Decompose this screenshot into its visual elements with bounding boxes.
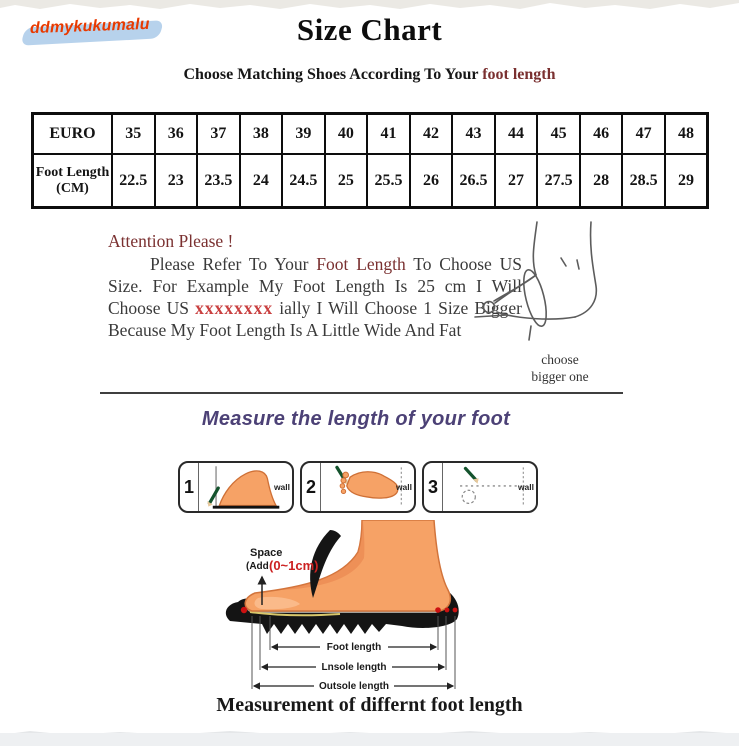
logo-text: ddmykukumalu xyxy=(29,15,151,38)
measure-steps xyxy=(178,461,538,513)
foot-length-cell: 26.5 xyxy=(452,154,495,208)
foot-length-cell: 23 xyxy=(155,154,198,208)
attention-block xyxy=(108,230,522,341)
step-1-number: 1 xyxy=(180,463,199,511)
euro-size-cell: 48 xyxy=(665,114,708,155)
attention-red-x: xxxxxxxx xyxy=(195,298,274,318)
foot-length-cell: 22.5 xyxy=(112,154,155,208)
page-subtitle xyxy=(0,66,739,84)
euro-size-cell: 39 xyxy=(282,114,325,155)
size-table xyxy=(31,112,709,209)
foot-length-cell: 28 xyxy=(580,154,623,208)
space-label: Space xyxy=(250,547,283,559)
foot-length-cell: 25 xyxy=(325,154,368,208)
step-2-number: 2 xyxy=(302,463,321,511)
outsole-length-label: Outsole length xyxy=(319,681,389,692)
toe-marker-dot xyxy=(241,607,247,613)
attention-highlight: Foot Length xyxy=(316,254,406,274)
insole-length-label: Lnsole length xyxy=(321,662,387,673)
foot-length-cell: 25.5 xyxy=(367,154,410,208)
measure-heading: Measure the length of your foot xyxy=(201,408,511,430)
torn-paper-edge-top xyxy=(0,0,739,10)
foot-length-cell: 23.5 xyxy=(197,154,240,208)
subtitle-prefix: Choose Matching Shoes According To Your xyxy=(183,66,483,83)
heel-marker-dot xyxy=(445,608,450,613)
euro-size-cell: 40 xyxy=(325,114,368,155)
euro-size-cell: 47 xyxy=(622,114,665,155)
step-3-number: 3 xyxy=(424,463,443,511)
choose-bigger-note xyxy=(500,351,620,385)
step-3-box xyxy=(422,461,538,513)
bottom-gray-band xyxy=(0,733,739,746)
foot-length-label: Foot length xyxy=(326,642,382,653)
space-range-label: (0~1cm) xyxy=(269,558,319,573)
foot-length-cell: 24.5 xyxy=(282,154,325,208)
attention-text: Please Refer To Your xyxy=(150,254,317,274)
euro-size-cell: 43 xyxy=(452,114,495,155)
row-header-foot-length: Foot Length (CM) xyxy=(33,154,113,208)
euro-size-cell: 41 xyxy=(367,114,410,155)
euro-size-cell: 42 xyxy=(410,114,453,155)
step-1-wall-label: wall xyxy=(273,482,290,492)
space-add-label: (Add xyxy=(246,561,269,572)
step-2-box xyxy=(300,461,416,513)
foot-measurement-diagram xyxy=(210,520,468,695)
euro-size-cell: 46 xyxy=(580,114,623,155)
euro-size-cell: 36 xyxy=(155,114,198,155)
attention-heading: Attention Please ! xyxy=(108,231,234,251)
foot-length-cell: 27.5 xyxy=(537,154,580,208)
foot-length-cell: 27 xyxy=(495,154,538,208)
attention-text: To Choose US Size. For Example My Foot Length Is 25 cm I Will Choose US xyxy=(108,254,522,318)
choose-bigger-line2: bigger one xyxy=(531,369,589,384)
step-1-box xyxy=(178,461,294,513)
euro-size-cell: 38 xyxy=(240,114,283,155)
euro-size-cell: 45 xyxy=(537,114,580,155)
foot-length-cell: 29 xyxy=(665,154,708,208)
section-divider xyxy=(100,392,623,394)
foot-length-cell: 28.5 xyxy=(622,154,665,208)
heel-marker-dot xyxy=(435,607,441,613)
euro-size-cell: 37 xyxy=(197,114,240,155)
footer-caption: Measurement of differnt foot length xyxy=(216,694,523,716)
step-2-wall-label: wall xyxy=(395,482,412,492)
foot-length-cell: 26 xyxy=(410,154,453,208)
row-header-euro: EURO xyxy=(33,114,113,155)
foot-outline-sketch xyxy=(473,220,641,358)
euro-size-cell: 44 xyxy=(495,114,538,155)
choose-bigger-line1: choose xyxy=(541,352,579,367)
attention-paragraph xyxy=(108,253,522,341)
table-row-euro xyxy=(33,114,708,155)
table-row-foot-length xyxy=(33,154,708,208)
subtitle-highlight: foot length xyxy=(482,66,556,83)
page-title: Size Chart xyxy=(296,12,443,47)
attention-text: ially I Will Choose 1 Size Bigger Because My Foot Length Is A Little Wide And Fat xyxy=(108,298,523,340)
foot-length-cell: 24 xyxy=(240,154,283,208)
euro-size-cell: 35 xyxy=(112,114,155,155)
step-3-wall-label: wall xyxy=(517,482,534,492)
heel-marker-dot xyxy=(453,608,458,613)
